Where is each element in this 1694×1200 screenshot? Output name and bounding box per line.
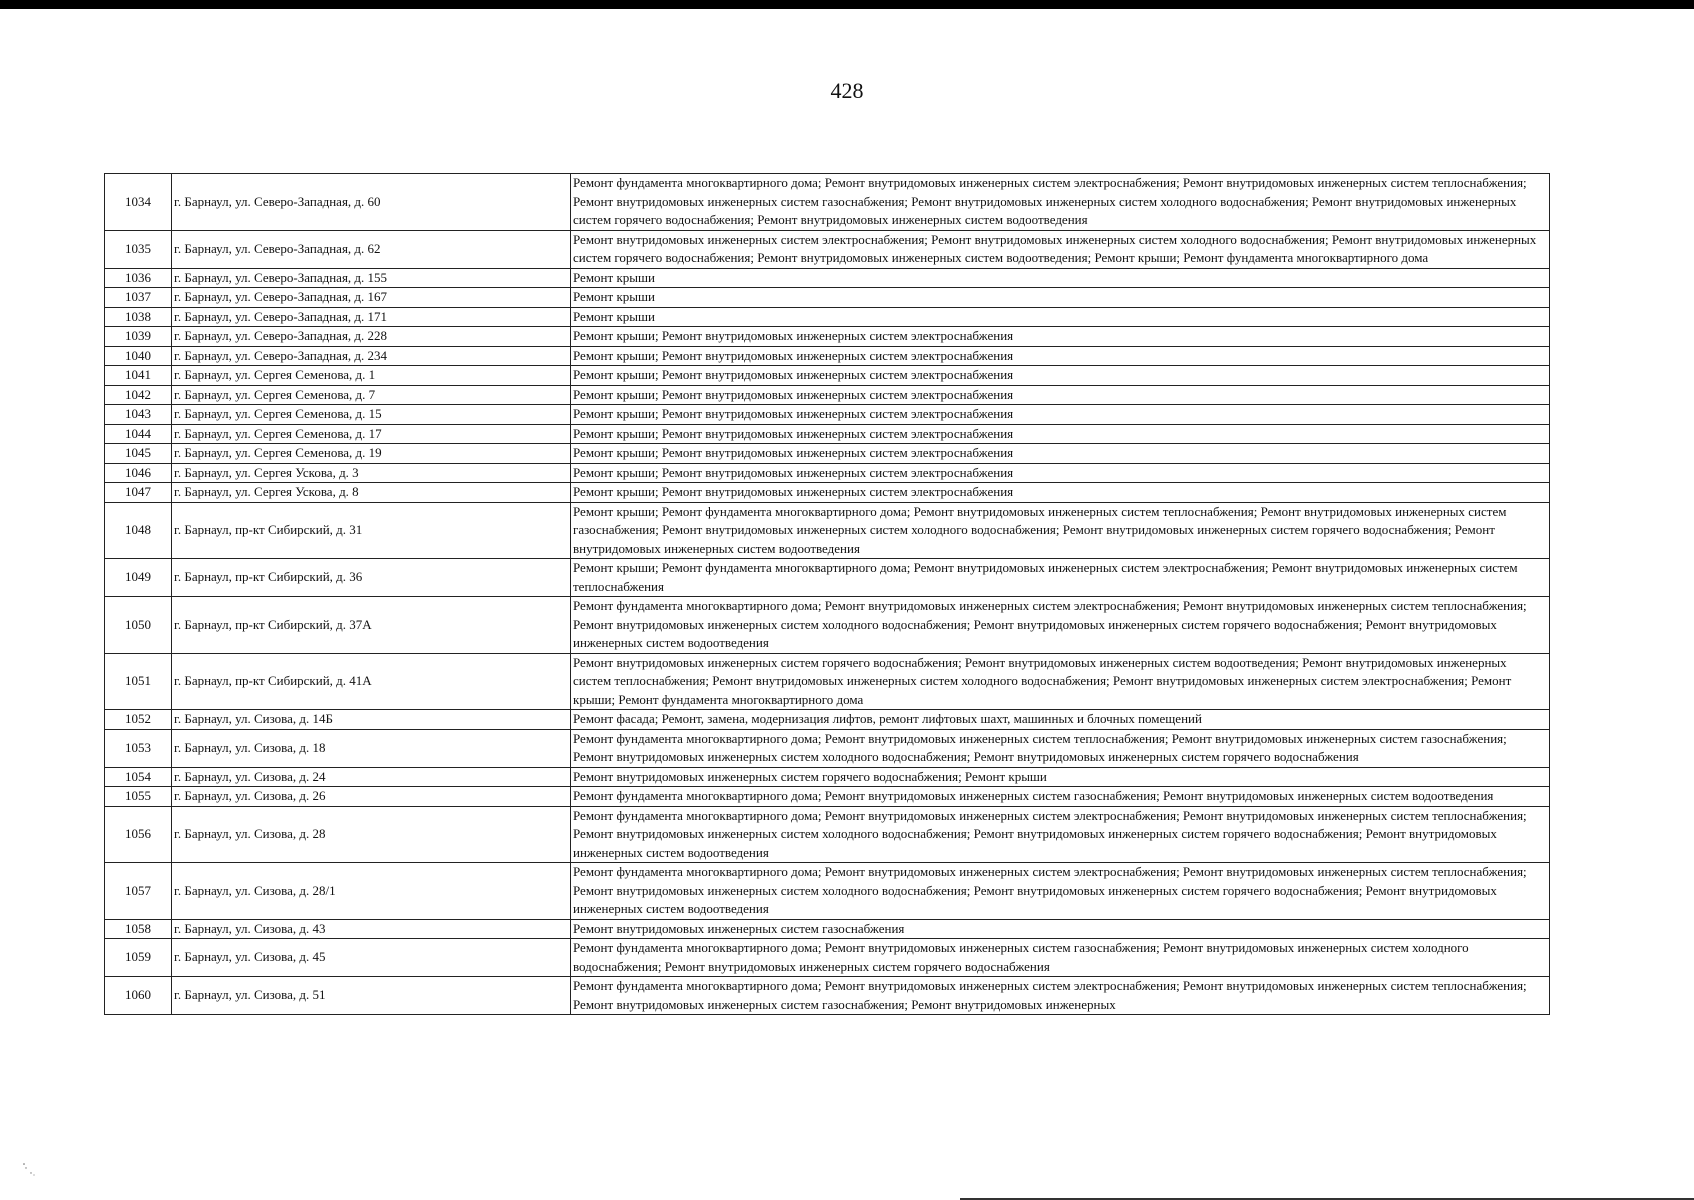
row-number-cell: 1051 xyxy=(105,653,172,710)
address-cell: г. Барнаул, ул. Сизова, д. 28 xyxy=(172,806,571,863)
table-row xyxy=(105,463,1550,483)
repair-works-cell: Ремонт фундамента многоквартирного дома; Ремонт внутридомовых инженерных систем газоснабжения; Ремонт внутридомовых инженерных систем холодного водоснабжения; Ремонт внутридомовых инженерных систем горячего водоснабжения xyxy=(571,939,1550,977)
repair-works-cell: Ремонт крыши; Ремонт внутридомовых инженерных систем электроснабжения xyxy=(571,405,1550,425)
table-row xyxy=(105,424,1550,444)
repair-works-cell: Ремонт фундамента многоквартирного дома; Ремонт внутридомовых инженерных систем электроснабжения; Ремонт внутридомовых инженерных систем теплоснабжения; Ремонт внутридомовых инженерных систем холодного водоснабжения; Ремонт внутридомовых инженерных систем горячего водоснабжения; Ремонт внутридомовых инженерных систем водоотведения xyxy=(571,863,1550,920)
repair-register-table xyxy=(104,173,1550,1015)
row-number-cell: 1048 xyxy=(105,502,172,559)
repair-works-cell: Ремонт крыши; Ремонт внутридомовых инженерных систем электроснабжения xyxy=(571,444,1550,464)
address-cell: г. Барнаул, ул. Сергея Семенова, д. 7 xyxy=(172,385,571,405)
row-number-cell: 1055 xyxy=(105,787,172,807)
repair-works-cell: Ремонт фундамента многоквартирного дома; Ремонт внутридомовых инженерных систем электроснабжения; Ремонт внутридомовых инженерных систем теплоснабжения; Ремонт внутридомовых инженерных систем газоснабжения; Ремонт внутридомовых инженерных систем холодного водоснабжения; Ремонт внутридомовых инженерных систем горячего водоснабжения; Ремонт внутридомовых инженерных систем водоотведения xyxy=(571,174,1550,231)
table-row xyxy=(105,787,1550,807)
table-row xyxy=(105,268,1550,288)
table-row xyxy=(105,444,1550,464)
address-cell: г. Барнаул, ул. Сизова, д. 24 xyxy=(172,767,571,787)
repair-works-cell: Ремонт фундамента многоквартирного дома; Ремонт внутридомовых инженерных систем электроснабжения; Ремонт внутридомовых инженерных систем теплоснабжения; Ремонт внутридомовых инженерных систем газоснабжения; Ремонт внутридомовых инженерных xyxy=(571,977,1550,1015)
repair-works-cell: Ремонт крыши; Ремонт внутридомовых инженерных систем электроснабжения xyxy=(571,366,1550,386)
repair-works-cell: Ремонт фундамента многоквартирного дома; Ремонт внутридомовых инженерных систем электроснабжения; Ремонт внутридомовых инженерных систем теплоснабжения; Ремонт внутридомовых инженерных систем холодного водоснабжения; Ремонт внутридомовых инженерных систем горячего водоснабжения; Ремонт внутридомовых инженерных систем водоотведения xyxy=(571,597,1550,654)
address-cell: г. Барнаул, ул. Северо-Западная, д. 228 xyxy=(172,327,571,347)
address-cell: г. Барнаул, ул. Северо-Западная, д. 62 xyxy=(172,230,571,268)
table-row xyxy=(105,174,1550,231)
row-number-cell: 1037 xyxy=(105,288,172,308)
table-row xyxy=(105,806,1550,863)
row-number-cell: 1040 xyxy=(105,346,172,366)
table-row xyxy=(105,230,1550,268)
repair-works-cell: Ремонт крыши xyxy=(571,268,1550,288)
address-cell: г. Барнаул, ул. Северо-Западная, д. 155 xyxy=(172,268,571,288)
table-row xyxy=(105,307,1550,327)
repair-works-cell: Ремонт внутридомовых инженерных систем горячего водоснабжения; Ремонт крыши xyxy=(571,767,1550,787)
row-number-cell: 1060 xyxy=(105,977,172,1015)
repair-works-cell: Ремонт фундамента многоквартирного дома; Ремонт внутридомовых инженерных систем электроснабжения; Ремонт внутридомовых инженерных систем теплоснабжения; Ремонт внутридомовых инженерных систем холодного водоснабжения; Ремонт внутридомовых инженерных систем горячего водоснабжения; Ремонт внутридомовых инженерных систем водоотведения xyxy=(571,806,1550,863)
address-cell: г. Барнаул, ул. Сизова, д. 43 xyxy=(172,919,571,939)
repair-works-cell: Ремонт крыши; Ремонт внутридомовых инженерных систем электроснабжения xyxy=(571,483,1550,503)
address-cell: г. Барнаул, ул. Сергея Ускова, д. 8 xyxy=(172,483,571,503)
table-row xyxy=(105,366,1550,386)
repair-works-cell: Ремонт внутридомовых инженерных систем электроснабжения; Ремонт внутридомовых инженерных систем холодного водоснабжения; Ремонт внутридомовых инженерных систем горячего водоснабжения; Ремонт внутридомовых инженерных систем водоотведения; Ремонт крыши; Ремонт фундамента многоквартирного дома xyxy=(571,230,1550,268)
address-cell: г. Барнаул, пр-кт Сибирский, д. 31 xyxy=(172,502,571,559)
repair-works-cell: Ремонт крыши; Ремонт внутридомовых инженерных систем электроснабжения xyxy=(571,463,1550,483)
table-row xyxy=(105,597,1550,654)
row-number-cell: 1057 xyxy=(105,863,172,920)
repair-works-cell: Ремонт крыши xyxy=(571,288,1550,308)
row-number-cell: 1058 xyxy=(105,919,172,939)
scan-top-border xyxy=(0,0,1694,9)
row-number-cell: 1042 xyxy=(105,385,172,405)
row-number-cell: 1052 xyxy=(105,710,172,730)
address-cell: г. Барнаул, ул. Сергея Семенова, д. 17 xyxy=(172,424,571,444)
address-cell: г. Барнаул, ул. Сизова, д. 45 xyxy=(172,939,571,977)
address-cell: г. Барнаул, пр-кт Сибирский, д. 37А xyxy=(172,597,571,654)
repair-works-cell: Ремонт фасада; Ремонт, замена, модернизация лифтов, ремонт лифтовых шахт, машинных и блочных помещений xyxy=(571,710,1550,730)
row-number-cell: 1043 xyxy=(105,405,172,425)
table-row xyxy=(105,346,1550,366)
table-row xyxy=(105,483,1550,503)
address-cell: г. Барнаул, ул. Сизова, д. 51 xyxy=(172,977,571,1015)
address-cell: г. Барнаул, ул. Сизова, д. 14Б xyxy=(172,710,571,730)
address-cell: г. Барнаул, ул. Сергея Ускова, д. 3 xyxy=(172,463,571,483)
row-number-cell: 1039 xyxy=(105,327,172,347)
table-row xyxy=(105,710,1550,730)
address-cell: г. Барнаул, ул. Сергея Семенова, д. 15 xyxy=(172,405,571,425)
row-number-cell: 1054 xyxy=(105,767,172,787)
table-row xyxy=(105,405,1550,425)
row-number-cell: 1047 xyxy=(105,483,172,503)
row-number-cell: 1049 xyxy=(105,559,172,597)
address-cell: г. Барнаул, ул. Северо-Западная, д. 60 xyxy=(172,174,571,231)
table-row xyxy=(105,919,1550,939)
table-body xyxy=(105,174,1550,1015)
repair-works-cell: Ремонт крыши; Ремонт фундамента многоквартирного дома; Ремонт внутридомовых инженерных систем электроснабжения; Ремонт внутридомовых инженерных систем теплоснабжения xyxy=(571,559,1550,597)
address-cell: г. Барнаул, ул. Сергея Семенова, д. 1 xyxy=(172,366,571,386)
row-number-cell: 1034 xyxy=(105,174,172,231)
address-cell: г. Барнаул, пр-кт Сибирский, д. 41А xyxy=(172,653,571,710)
repair-works-cell: Ремонт внутридомовых инженерных систем газоснабжения xyxy=(571,919,1550,939)
row-number-cell: 1041 xyxy=(105,366,172,386)
row-number-cell: 1053 xyxy=(105,729,172,767)
address-cell: г. Барнаул, ул. Сизова, д. 28/1 xyxy=(172,863,571,920)
row-number-cell: 1038 xyxy=(105,307,172,327)
repair-works-cell: Ремонт крыши; Ремонт фундамента многоквартирного дома; Ремонт внутридомовых инженерных систем теплоснабжения; Ремонт внутридомовых инженерных систем газоснабжения; Ремонт внутридомовых инженерных систем холодного водоснабжения; Ремонт внутридомовых инженерных систем горячего водоснабжения; Ремонт внутридомовых инженерных систем водоотведения xyxy=(571,502,1550,559)
row-number-cell: 1059 xyxy=(105,939,172,977)
row-number-cell: 1045 xyxy=(105,444,172,464)
table-row xyxy=(105,939,1550,977)
repair-works-cell: Ремонт крыши; Ремонт внутридомовых инженерных систем электроснабжения xyxy=(571,385,1550,405)
table-row xyxy=(105,502,1550,559)
repair-works-cell: Ремонт фундамента многоквартирного дома; Ремонт внутридомовых инженерных систем газоснабжения; Ремонт внутридомовых инженерных систем водоотведения xyxy=(571,787,1550,807)
table-row xyxy=(105,729,1550,767)
address-cell: г. Барнаул, ул. Северо-Западная, д. 171 xyxy=(172,307,571,327)
repair-works-cell: Ремонт крыши; Ремонт внутридомовых инженерных систем электроснабжения xyxy=(571,346,1550,366)
table-row xyxy=(105,385,1550,405)
repair-works-cell: Ремонт крыши; Ремонт внутридомовых инженерных систем электроснабжения xyxy=(571,424,1550,444)
page-number: 428 xyxy=(830,78,864,103)
repair-works-cell: Ремонт фундамента многоквартирного дома; Ремонт внутридомовых инженерных систем теплоснабжения; Ремонт внутридомовых инженерных систем газоснабжения; Ремонт внутридомовых инженерных систем холодного водоснабжения; Ремонт внутридомовых инженерных систем горячего водоснабжения xyxy=(571,729,1550,767)
address-cell: г. Барнаул, ул. Северо-Западная, д. 234 xyxy=(172,346,571,366)
address-cell: г. Барнаул, ул. Северо-Западная, д. 167 xyxy=(172,288,571,308)
table-row xyxy=(105,653,1550,710)
scan-noise-specks xyxy=(22,1162,38,1178)
address-cell: г. Барнаул, пр-кт Сибирский, д. 36 xyxy=(172,559,571,597)
table-row xyxy=(105,977,1550,1015)
repair-works-cell: Ремонт внутридомовых инженерных систем горячего водоснабжения; Ремонт внутридомовых инженерных систем водоотведения; Ремонт внутридомовых инженерных систем теплоснабжения; Ремонт внутридомовых инженерных систем холодного водоснабжения; Ремонт внутридомовых инженерных систем электроснабжения; Ремонт крыши; Ремонт фундамента многоквартирного дома xyxy=(571,653,1550,710)
row-number-cell: 1050 xyxy=(105,597,172,654)
row-number-cell: 1046 xyxy=(105,463,172,483)
address-cell: г. Барнаул, ул. Сизова, д. 26 xyxy=(172,787,571,807)
table-row xyxy=(105,863,1550,920)
table-row xyxy=(105,288,1550,308)
row-number-cell: 1056 xyxy=(105,806,172,863)
repair-works-cell: Ремонт крыши xyxy=(571,307,1550,327)
table-row xyxy=(105,327,1550,347)
row-number-cell: 1035 xyxy=(105,230,172,268)
table-row xyxy=(105,559,1550,597)
table-row xyxy=(105,767,1550,787)
address-cell: г. Барнаул, ул. Сизова, д. 18 xyxy=(172,729,571,767)
address-cell: г. Барнаул, ул. Сергея Семенова, д. 19 xyxy=(172,444,571,464)
repair-works-cell: Ремонт крыши; Ремонт внутридомовых инженерных систем электроснабжения xyxy=(571,327,1550,347)
row-number-cell: 1044 xyxy=(105,424,172,444)
row-number-cell: 1036 xyxy=(105,268,172,288)
